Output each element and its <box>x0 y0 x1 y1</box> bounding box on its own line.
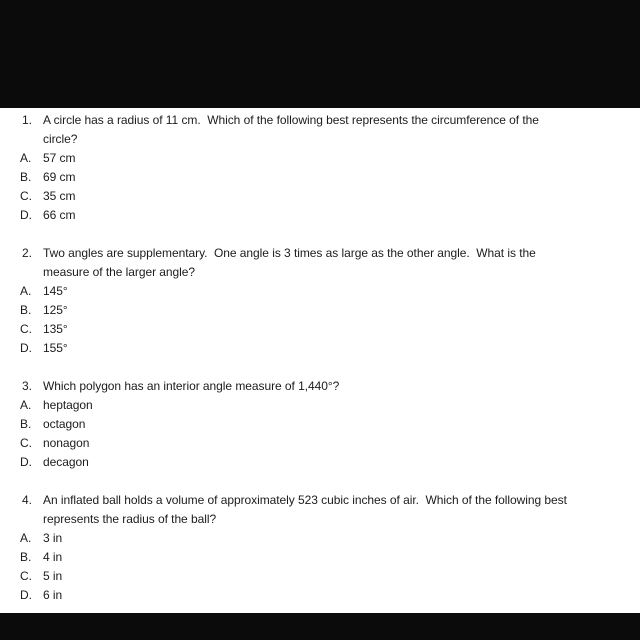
question-line <box>0 244 640 263</box>
question-number: 4. <box>22 493 32 507</box>
option-text: 125° <box>43 303 68 317</box>
option-text: decagon <box>43 455 89 469</box>
option-letter: A. <box>20 284 32 298</box>
option-text: 4 in <box>43 550 63 564</box>
option-letter: C. <box>20 322 32 336</box>
question-text: Two angles are supplementary. One angle is 3 times as large as the other angle. What is the <box>43 246 536 260</box>
answer-option <box>0 320 640 339</box>
option-letter: B. <box>20 303 32 317</box>
answer-option <box>0 434 640 453</box>
option-text: 3 in <box>43 531 63 545</box>
answer-option <box>0 548 640 567</box>
question-line <box>0 491 640 510</box>
question-number: 1. <box>22 113 32 127</box>
option-text: nonagon <box>43 436 90 450</box>
answer-option <box>0 339 640 358</box>
answer-option <box>0 187 640 206</box>
answer-option <box>0 586 640 605</box>
option-text: 35 cm <box>43 189 76 203</box>
option-text: 145° <box>43 284 68 298</box>
worksheet-page <box>0 108 640 613</box>
answer-option <box>0 282 640 301</box>
option-letter: A. <box>20 531 32 545</box>
option-letter: B. <box>20 170 32 184</box>
question-text: Which polygon has an interior angle measure of 1,440°? <box>43 379 340 393</box>
option-letter: C. <box>20 569 32 583</box>
answer-option <box>0 529 640 548</box>
question-4 <box>0 491 640 605</box>
question-2 <box>0 244 640 358</box>
question-line <box>0 377 640 396</box>
option-letter: C. <box>20 436 32 450</box>
question-text: A circle has a radius of 11 cm. Which of the following best represents the circumference of the <box>43 113 539 127</box>
question-text-continued: circle? <box>43 132 78 146</box>
option-letter: D. <box>20 208 32 222</box>
option-text: 6 in <box>43 588 63 602</box>
answer-option <box>0 567 640 586</box>
option-text: octagon <box>43 417 86 431</box>
question-line <box>0 111 640 130</box>
question-text-continued: represents the radius of the ball? <box>43 512 217 526</box>
option-text: 57 cm <box>43 151 76 165</box>
bottom-letterbox-bar <box>0 613 640 640</box>
answer-option <box>0 396 640 415</box>
option-letter: C. <box>20 189 32 203</box>
question-3 <box>0 377 640 472</box>
question-number: 3. <box>22 379 32 393</box>
option-letter: A. <box>20 398 32 412</box>
question-text: An inflated ball holds a volume of approximately 523 cubic inches of air. Which of the following best <box>43 493 567 507</box>
option-text: 155° <box>43 341 68 355</box>
answer-option <box>0 301 640 320</box>
option-text: 69 cm <box>43 170 76 184</box>
question-text-continued: measure of the larger angle? <box>43 265 196 279</box>
option-letter: D. <box>20 455 32 469</box>
top-letterbox-bar <box>0 0 640 108</box>
option-text: heptagon <box>43 398 93 412</box>
option-letter: B. <box>20 417 32 431</box>
option-letter: D. <box>20 341 32 355</box>
answer-option <box>0 206 640 225</box>
option-text: 66 cm <box>43 208 76 222</box>
answer-option <box>0 168 640 187</box>
question-1 <box>0 111 640 225</box>
answer-option <box>0 149 640 168</box>
option-letter: A. <box>20 151 32 165</box>
answer-option <box>0 415 640 434</box>
option-text: 135° <box>43 322 68 336</box>
option-letter: B. <box>20 550 32 564</box>
option-letter: D. <box>20 588 32 602</box>
question-number: 2. <box>22 246 32 260</box>
option-text: 5 in <box>43 569 63 583</box>
answer-option <box>0 453 640 472</box>
